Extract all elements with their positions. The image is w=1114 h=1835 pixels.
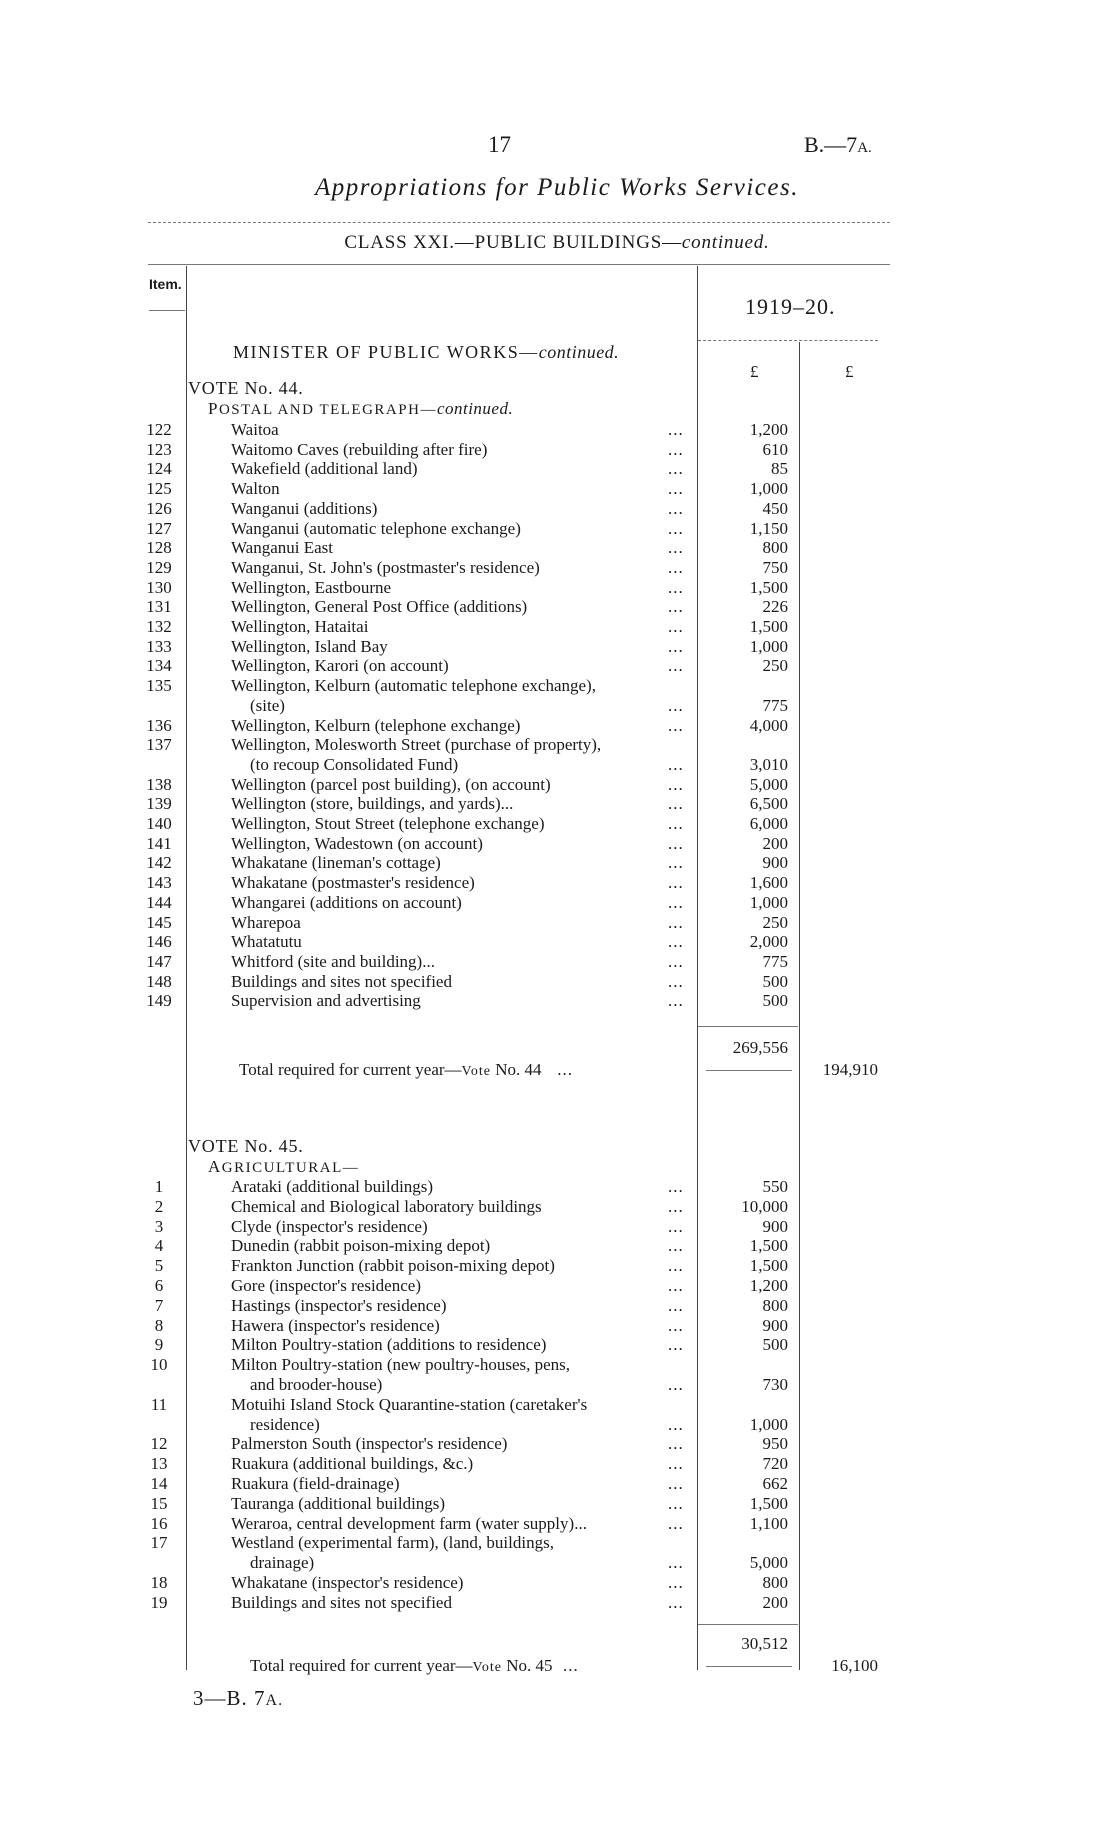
vote-45-subheading-rest: GRICULTURAL— bbox=[221, 1160, 360, 1176]
item-number: 136 bbox=[146, 715, 172, 735]
leader-dots: ... bbox=[668, 1177, 684, 1196]
vote-45-total-number: No. 45 bbox=[506, 1656, 553, 1675]
leader-dots: ... bbox=[668, 420, 684, 439]
item-amount: 775 bbox=[762, 695, 788, 715]
leader-dots: ... bbox=[668, 912, 684, 932]
table-row bbox=[0, 637, 1114, 657]
item-amount: 775 bbox=[762, 951, 788, 971]
leader-dots: ... bbox=[668, 892, 684, 912]
item-number: 10 bbox=[150, 1355, 168, 1375]
vote-45-total-leaders: ... bbox=[552, 1656, 579, 1675]
vote-45-subtotal-rule bbox=[698, 1624, 798, 1625]
table-row bbox=[0, 499, 1114, 519]
item-amount: 1,100 bbox=[749, 1513, 788, 1533]
item-number: 148 bbox=[146, 971, 172, 991]
item-amount: 1,600 bbox=[749, 873, 788, 893]
table-row bbox=[0, 1533, 1114, 1553]
table-row bbox=[0, 952, 1114, 972]
item-description: Wellington, Stout Street (telephone exchange) bbox=[231, 814, 545, 833]
minister-heading bbox=[233, 342, 619, 363]
table-row bbox=[0, 775, 1114, 795]
item-description: Whatatutu bbox=[231, 932, 302, 952]
item-amount: 1,500 bbox=[749, 1493, 788, 1513]
item-description: Wellington, Wadestown (on account) bbox=[231, 833, 483, 853]
leader-dots: ... bbox=[668, 636, 684, 656]
page-title: Appropriations for Public Works Services. bbox=[315, 174, 799, 201]
item-amount: 250 bbox=[762, 912, 788, 932]
table-row bbox=[0, 834, 1114, 854]
item-description: and brooder-house) bbox=[250, 1375, 383, 1394]
item-amount: 1,000 bbox=[749, 479, 788, 499]
item-amount: 1,200 bbox=[749, 1276, 788, 1295]
item-number: 14 bbox=[150, 1474, 168, 1493]
leader-dots: ... bbox=[668, 1295, 684, 1315]
item-amount: 720 bbox=[762, 1454, 788, 1474]
item-number: 11 bbox=[150, 1394, 168, 1414]
table-row bbox=[0, 558, 1114, 578]
vote-44-total: 194,910 bbox=[822, 1060, 878, 1079]
item-amount: 610 bbox=[762, 439, 788, 459]
item-amount: 85 bbox=[771, 459, 788, 479]
leader-dots: ... bbox=[668, 1513, 684, 1533]
table-row bbox=[0, 578, 1114, 598]
item-description: Arataki (additional buildings) bbox=[231, 1177, 434, 1196]
item-number: 5 bbox=[154, 1256, 164, 1276]
year-column-header: 1919–20. bbox=[745, 294, 836, 319]
table-row bbox=[0, 656, 1114, 676]
item-header-underline bbox=[149, 310, 185, 311]
item-description: Wharepoa bbox=[231, 912, 301, 932]
item-description: Weraroa, central development farm (water supply)... bbox=[231, 1513, 587, 1533]
table-row bbox=[0, 794, 1114, 814]
leader-dots: ... bbox=[668, 479, 684, 499]
table-row bbox=[0, 1434, 1114, 1454]
leader-dots: ... bbox=[668, 1375, 684, 1394]
item-description: Wanganui, St. John's (postmaster's residence) bbox=[231, 557, 540, 577]
item-description: Whakatane (inspector's residence) bbox=[231, 1573, 464, 1592]
leader-dots: ... bbox=[668, 1573, 684, 1592]
vote-45-subtotal: 30,512 bbox=[741, 1634, 788, 1653]
pound-sign-col2: £ bbox=[845, 362, 854, 381]
leader-dots: ... bbox=[668, 951, 684, 971]
item-description: Westland (experimental farm), (land, buildings, bbox=[231, 1533, 554, 1553]
vote-44-total-text: Total required for current year— bbox=[239, 1060, 462, 1079]
item-number: 124 bbox=[146, 459, 172, 479]
item-number: 147 bbox=[146, 951, 172, 971]
item-description: Wellington, Island Bay bbox=[231, 636, 388, 656]
table-row bbox=[0, 1316, 1114, 1336]
item-amount: 5,000 bbox=[749, 1553, 788, 1573]
item-amount: 900 bbox=[762, 1216, 788, 1236]
item-description: Wanganui (additions) bbox=[231, 498, 378, 518]
item-number: 133 bbox=[146, 636, 172, 656]
leader-dots: ... bbox=[668, 1474, 684, 1493]
item-number: 146 bbox=[146, 932, 172, 952]
table-row bbox=[0, 459, 1114, 479]
item-description: Waitoa bbox=[231, 420, 279, 439]
table-row bbox=[0, 1514, 1114, 1534]
item-description: Palmerston South (inspector's residence) bbox=[231, 1434, 508, 1454]
item-amount: 500 bbox=[762, 971, 788, 991]
item-amount: 730 bbox=[762, 1375, 788, 1394]
item-description: Milton Poultry-station (additions to residence) bbox=[231, 1335, 547, 1355]
vote-45-total: 16,100 bbox=[831, 1656, 878, 1675]
item-description: Buildings and sites not specified bbox=[231, 971, 452, 991]
item-amount: 900 bbox=[762, 853, 788, 873]
vote-44-subtotal: 269,556 bbox=[732, 1038, 788, 1057]
table-row bbox=[0, 479, 1114, 499]
item-amount: 3,010 bbox=[749, 754, 788, 774]
table-row bbox=[0, 1474, 1114, 1494]
item-amount: 6,500 bbox=[749, 794, 788, 814]
item-amount: 500 bbox=[762, 1335, 788, 1355]
item-amount: 1,200 bbox=[749, 420, 788, 439]
table-row bbox=[0, 1553, 1114, 1573]
item-number: 128 bbox=[146, 538, 172, 558]
table-row bbox=[0, 1375, 1114, 1395]
item-number: 127 bbox=[146, 518, 172, 538]
item-number: 143 bbox=[146, 873, 172, 893]
item-number: 16 bbox=[150, 1513, 168, 1533]
class-heading bbox=[0, 232, 1114, 254]
item-description: Ruakura (field-drainage) bbox=[231, 1474, 400, 1493]
vote-44-total-vote-word: Vote bbox=[461, 1064, 491, 1079]
class-heading-main: CLASS XXI.—PUBLIC BUILDINGS— bbox=[344, 232, 682, 253]
item-description: Hawera (inspector's residence) bbox=[231, 1315, 440, 1335]
item-number: 4 bbox=[154, 1236, 164, 1256]
item-number: 132 bbox=[146, 617, 172, 636]
vote-44-total-label bbox=[239, 1060, 573, 1080]
item-number: 7 bbox=[154, 1295, 164, 1315]
item-amount: 1,500 bbox=[749, 1256, 788, 1276]
item-number: 2 bbox=[154, 1196, 164, 1216]
leader-dots: ... bbox=[668, 814, 684, 833]
table-row bbox=[0, 913, 1114, 933]
title-rule bbox=[148, 222, 890, 223]
item-description: Wellington (store, buildings, and yards)... bbox=[231, 794, 514, 814]
table-row bbox=[0, 814, 1114, 834]
leader-dots: ... bbox=[668, 597, 684, 617]
table-row bbox=[0, 735, 1114, 755]
table-row bbox=[0, 972, 1114, 992]
item-amount: 500 bbox=[762, 991, 788, 1011]
item-amount: 550 bbox=[762, 1177, 788, 1196]
item-number: 8 bbox=[154, 1315, 164, 1335]
leader-dots: ... bbox=[668, 1315, 684, 1335]
item-description: Wellington, Hataitai bbox=[231, 617, 369, 636]
item-description: Frankton Junction (rabbit poison-mixing depot) bbox=[231, 1256, 555, 1276]
item-description: Clyde (inspector's residence) bbox=[231, 1216, 428, 1236]
vote-44-total-rule bbox=[706, 1070, 792, 1071]
item-amount: 200 bbox=[762, 833, 788, 853]
item-number: 13 bbox=[150, 1454, 168, 1474]
table-row bbox=[0, 1197, 1114, 1217]
item-description: Chemical and Biological laboratory buildings bbox=[231, 1196, 542, 1216]
item-description: Wellington, Karori (on account) bbox=[231, 656, 449, 676]
table-row bbox=[0, 1217, 1114, 1237]
item-description: Wellington (parcel post building), (on account) bbox=[231, 774, 551, 794]
item-amount: 5,000 bbox=[749, 774, 788, 794]
table-row bbox=[0, 538, 1114, 558]
item-number: 139 bbox=[146, 794, 172, 814]
item-number: 125 bbox=[146, 479, 172, 499]
vote-45-subheading bbox=[208, 1157, 359, 1177]
table-row bbox=[0, 1296, 1114, 1316]
item-amount: 1,000 bbox=[749, 892, 788, 912]
item-description: Wanganui East bbox=[231, 538, 334, 558]
item-amount: 4,000 bbox=[749, 715, 788, 735]
table-row bbox=[0, 991, 1114, 1011]
item-amount: 10,000 bbox=[741, 1196, 788, 1216]
table-row bbox=[0, 676, 1114, 696]
leader-dots: ... bbox=[668, 518, 684, 538]
table-row bbox=[0, 853, 1114, 873]
vote-44-total-leaders: ... bbox=[541, 1060, 573, 1079]
item-amount: 6,000 bbox=[749, 814, 788, 833]
item-number: 140 bbox=[146, 814, 172, 833]
leader-dots: ... bbox=[668, 1553, 684, 1573]
table-row bbox=[0, 1593, 1114, 1613]
item-number: 19 bbox=[150, 1592, 168, 1612]
item-description: Wellington, Kelburn (automatic telephone exchange), bbox=[231, 676, 596, 696]
minister-heading-continued: continued. bbox=[538, 342, 620, 362]
vote-44-subheading-continued: continued. bbox=[436, 399, 514, 418]
item-description: Whitford (site and building)... bbox=[231, 951, 435, 971]
leader-dots: ... bbox=[668, 1454, 684, 1474]
item-description: Ruakura (additional buildings, &c.) bbox=[231, 1454, 474, 1474]
pound-sign-col1: £ bbox=[750, 362, 759, 381]
leader-dots: ... bbox=[668, 833, 684, 853]
item-number: 3 bbox=[154, 1216, 164, 1236]
table-row bbox=[0, 1454, 1114, 1474]
item-amount: 900 bbox=[762, 1315, 788, 1335]
item-number: 142 bbox=[146, 853, 172, 873]
leader-dots: ... bbox=[668, 498, 684, 518]
item-description: Wellington, Eastbourne bbox=[231, 577, 392, 597]
item-number: 12 bbox=[150, 1434, 168, 1454]
document-reference-main: B.—7 bbox=[804, 132, 858, 157]
leader-dots: ... bbox=[668, 853, 684, 873]
leader-dots: ... bbox=[668, 577, 684, 597]
item-description: Supervision and advertising bbox=[231, 991, 421, 1011]
leader-dots: ... bbox=[668, 794, 684, 814]
item-amount: 1,500 bbox=[749, 577, 788, 597]
document-reference bbox=[804, 132, 872, 158]
item-description: Gore (inspector's residence) bbox=[231, 1276, 421, 1295]
item-amount: 950 bbox=[762, 1434, 788, 1454]
item-description: Wellington, General Post Office (additions) bbox=[231, 597, 528, 617]
item-description: Motuihi Island Stock Quarantine-station (caretaker's bbox=[231, 1394, 588, 1414]
item-description: Wakefield (additional land) bbox=[231, 459, 418, 479]
item-number: 15 bbox=[150, 1493, 168, 1513]
item-number: 17 bbox=[150, 1533, 168, 1553]
leader-dots: ... bbox=[668, 873, 684, 893]
vote-44-heading: VOTE No. 44. bbox=[188, 378, 304, 398]
document-reference-suffix: A. bbox=[857, 140, 872, 156]
vote-45-subheading-initial: A bbox=[208, 1157, 222, 1176]
item-number: 1 bbox=[154, 1177, 164, 1196]
signature-mark bbox=[193, 1686, 283, 1711]
item-number: 135 bbox=[146, 676, 172, 696]
item-amount: 800 bbox=[762, 1573, 788, 1592]
item-description: Walton bbox=[231, 479, 280, 499]
item-description: residence) bbox=[250, 1414, 320, 1434]
item-description: (to recoup Consolidated Fund) bbox=[250, 754, 459, 774]
item-number: 141 bbox=[146, 833, 172, 853]
vote-44-total-number: No. 44 bbox=[495, 1060, 542, 1079]
item-number: 18 bbox=[150, 1573, 168, 1592]
leader-dots: ... bbox=[668, 1256, 684, 1276]
vote-45-total-vote-word: Vote bbox=[472, 1660, 502, 1675]
leader-dots: ... bbox=[668, 1216, 684, 1236]
table-row bbox=[0, 893, 1114, 913]
table-row bbox=[0, 1494, 1114, 1514]
leader-dots: ... bbox=[668, 754, 684, 774]
leader-dots: ... bbox=[668, 715, 684, 735]
table-row bbox=[0, 755, 1114, 775]
vote-45-total-label bbox=[250, 1656, 579, 1676]
leader-dots: ... bbox=[668, 1236, 684, 1256]
table-row bbox=[0, 873, 1114, 893]
table-row bbox=[0, 440, 1114, 460]
table-row bbox=[0, 519, 1114, 539]
year-header-underline bbox=[698, 340, 878, 341]
leader-dots: ... bbox=[668, 617, 684, 636]
table-row bbox=[0, 1395, 1114, 1415]
item-amount: 450 bbox=[762, 498, 788, 518]
leader-dots: ... bbox=[668, 1493, 684, 1513]
leader-dots: ... bbox=[668, 1335, 684, 1355]
vote-44-subtotal-rule bbox=[698, 1026, 798, 1027]
item-amount: 226 bbox=[762, 597, 788, 617]
item-amount: 1,500 bbox=[749, 1236, 788, 1256]
item-description: Whakatane (postmaster's residence) bbox=[231, 873, 475, 893]
item-description: Wanganui (automatic telephone exchange) bbox=[231, 518, 521, 538]
leader-dots: ... bbox=[668, 1434, 684, 1454]
table-row bbox=[0, 696, 1114, 716]
table-row bbox=[0, 1236, 1114, 1256]
leader-dots: ... bbox=[668, 459, 684, 479]
class-heading-continued: continued. bbox=[681, 232, 770, 253]
table-row bbox=[0, 597, 1114, 617]
item-number: 134 bbox=[146, 656, 172, 676]
item-description: Waitomo Caves (rebuilding after fire) bbox=[231, 439, 488, 459]
item-number: 137 bbox=[146, 735, 172, 755]
item-amount: 662 bbox=[762, 1474, 788, 1493]
item-description: drainage) bbox=[250, 1553, 315, 1573]
leader-dots: ... bbox=[668, 695, 684, 715]
vote-45-heading: VOTE No. 45. bbox=[188, 1136, 304, 1156]
table-row bbox=[0, 1415, 1114, 1435]
table-row bbox=[0, 1573, 1114, 1593]
item-amount: 1,150 bbox=[749, 518, 788, 538]
table-row bbox=[0, 1256, 1114, 1276]
item-description: Hastings (inspector's residence) bbox=[231, 1295, 447, 1315]
item-number: 6 bbox=[154, 1276, 164, 1295]
table-row bbox=[0, 1355, 1114, 1375]
leader-dots: ... bbox=[668, 1196, 684, 1216]
leader-dots: ... bbox=[668, 991, 684, 1011]
signature-mark-main: 3—B. 7 bbox=[193, 1686, 266, 1710]
item-description: Whakatane (lineman's cottage) bbox=[231, 853, 441, 873]
item-amount: 1,000 bbox=[749, 1414, 788, 1434]
page-number: 17 bbox=[488, 132, 511, 157]
item-description: Milton Poultry-station (new poultry-houses, pens, bbox=[231, 1355, 571, 1375]
item-column-header: Item. bbox=[149, 276, 182, 292]
item-description: Tauranga (additional buildings) bbox=[231, 1493, 446, 1513]
item-number: 138 bbox=[146, 774, 172, 794]
item-amount: 800 bbox=[762, 538, 788, 558]
item-description: (site) bbox=[250, 695, 285, 715]
leader-dots: ... bbox=[668, 557, 684, 577]
leader-dots: ... bbox=[668, 1276, 684, 1295]
item-number: 126 bbox=[146, 498, 172, 518]
item-number: 129 bbox=[146, 557, 172, 577]
leader-dots: ... bbox=[668, 932, 684, 952]
leader-dots: ... bbox=[668, 439, 684, 459]
leader-dots: ... bbox=[668, 1414, 684, 1434]
table-row bbox=[0, 932, 1114, 952]
table-row bbox=[0, 1276, 1114, 1296]
leader-dots: ... bbox=[668, 656, 684, 676]
item-amount: 800 bbox=[762, 1295, 788, 1315]
signature-mark-suffix: A. bbox=[265, 1692, 284, 1709]
vote-44-subheading-rest: OSTAL AND TELEGRAPH— bbox=[218, 402, 437, 418]
table-row bbox=[0, 716, 1114, 736]
item-amount: 200 bbox=[762, 1592, 788, 1612]
vote-44-subheading bbox=[208, 399, 513, 419]
item-description: Buildings and sites not specified bbox=[231, 1592, 452, 1612]
vote-45-total-rule bbox=[706, 1666, 792, 1667]
vote-44-subheading-initial: P bbox=[208, 399, 219, 418]
item-description: Whangarei (additions on account) bbox=[231, 892, 462, 912]
item-description: Dunedin (rabbit poison-mixing depot) bbox=[231, 1236, 491, 1256]
item-amount: 250 bbox=[762, 656, 788, 676]
table-row bbox=[0, 1177, 1114, 1197]
item-description: Wellington, Kelburn (telephone exchange) bbox=[231, 715, 521, 735]
table-row bbox=[0, 1335, 1114, 1355]
minister-heading-main: MINISTER OF PUBLIC WORKS— bbox=[233, 342, 539, 362]
item-amount: 2,000 bbox=[749, 932, 788, 952]
item-number: 149 bbox=[146, 991, 172, 1011]
table-top-rule bbox=[148, 264, 890, 265]
leader-dots: ... bbox=[668, 774, 684, 794]
leader-dots: ... bbox=[668, 971, 684, 991]
item-number: 123 bbox=[146, 439, 172, 459]
item-amount: 1,500 bbox=[749, 617, 788, 636]
item-number: 145 bbox=[146, 912, 172, 932]
item-amount: 1,000 bbox=[749, 636, 788, 656]
item-description: Wellington, Molesworth Street (purchase of property), bbox=[231, 735, 602, 755]
item-number: 130 bbox=[146, 577, 172, 597]
item-amount: 750 bbox=[762, 557, 788, 577]
table-row bbox=[0, 420, 1114, 440]
item-number: 131 bbox=[146, 597, 172, 617]
item-number: 9 bbox=[154, 1335, 164, 1355]
vote-45-total-text: Total required for current year— bbox=[250, 1656, 473, 1675]
leader-dots: ... bbox=[668, 538, 684, 558]
item-number: 122 bbox=[146, 420, 172, 439]
item-number: 144 bbox=[146, 892, 172, 912]
leader-dots: ... bbox=[668, 1592, 684, 1612]
table-row bbox=[0, 617, 1114, 637]
